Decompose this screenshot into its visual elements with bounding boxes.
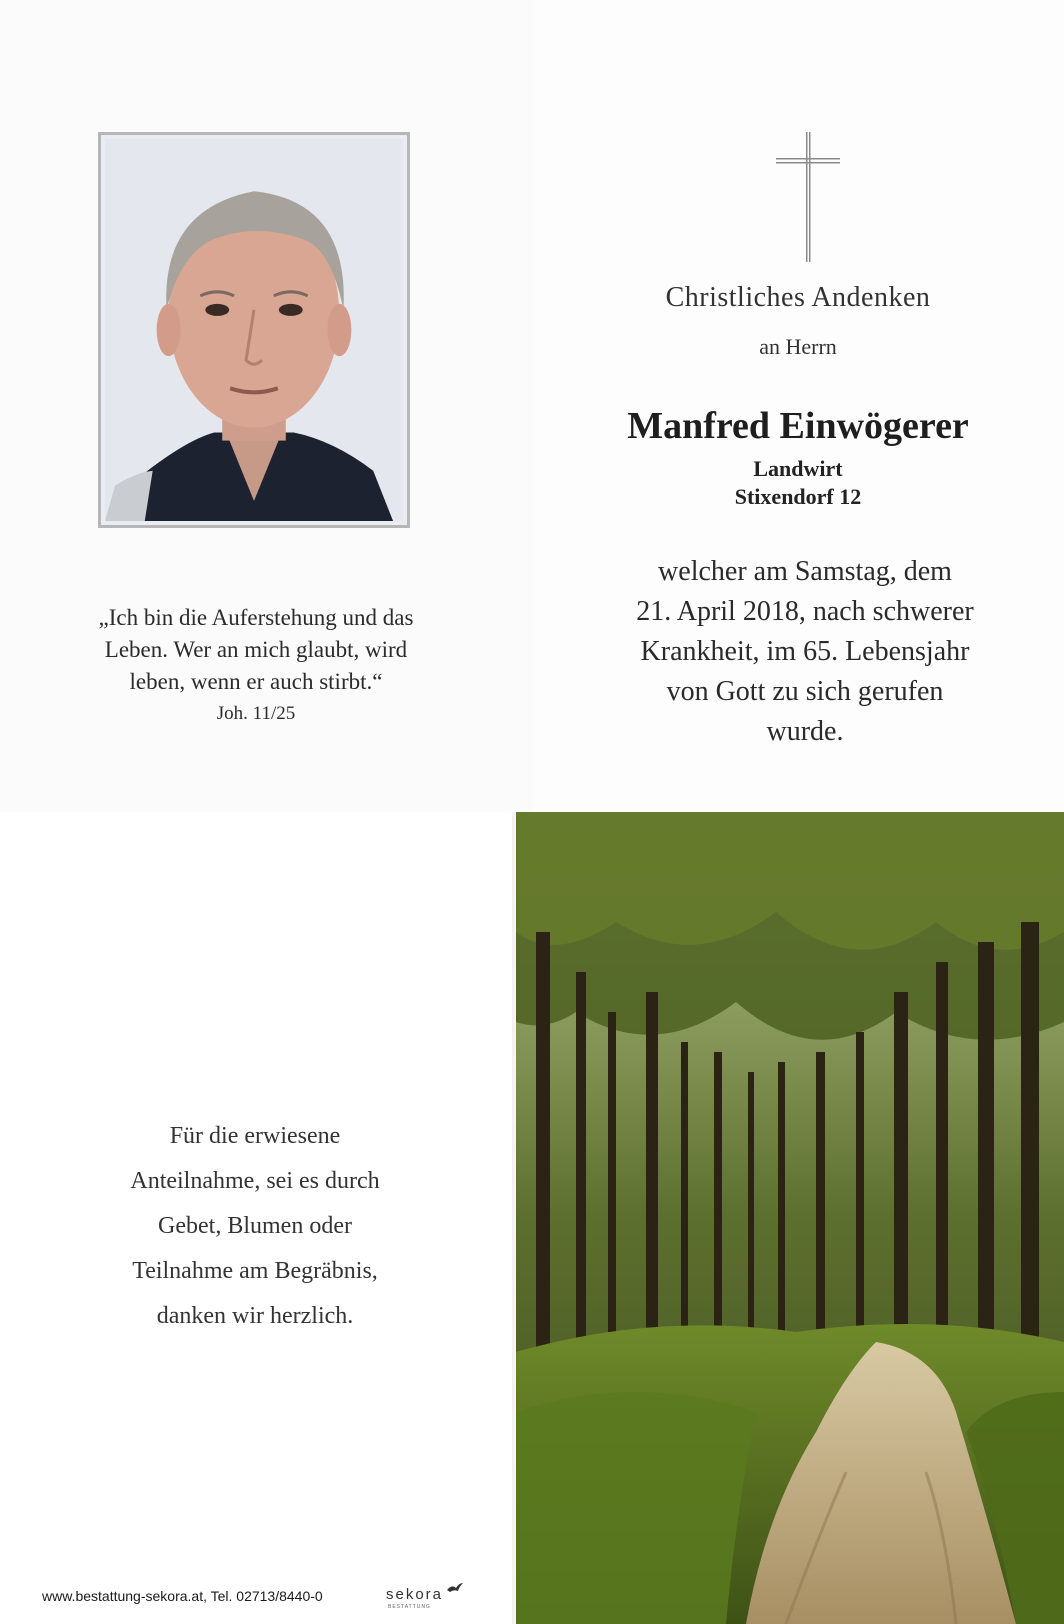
honorific: an Herrn <box>759 334 837 359</box>
deceased-name: Manfred Einwögerer <box>627 405 969 447</box>
brand-name: sekora <box>386 1586 444 1603</box>
occupation: Landwirt <box>753 456 843 481</box>
thanks-line: Gebet, Blumen oder <box>158 1213 352 1239</box>
address: Stixendorf 12 <box>734 484 862 509</box>
salutation: Christliches Andenken <box>665 282 931 313</box>
quote-line: „Ich bin die Auferstehung und das <box>98 605 414 630</box>
thanks-text <box>60 1114 450 1339</box>
obituary-line: von Gott zu sich gerufen <box>666 676 944 707</box>
obituary-line: Krankheit, im 65. Lebensjahr <box>640 636 970 667</box>
portrait-photo <box>98 132 410 528</box>
quote-line: leben, wenn er auch stirbt.“ <box>129 669 383 694</box>
thanks-line: Anteilnahme, sei es durch <box>130 1168 380 1194</box>
obituary-line: welcher am Samstag, dem <box>658 556 952 587</box>
thanks-line: Für die erwiesene <box>169 1123 341 1149</box>
thanks-line: Teilnahme am Begräbnis, <box>132 1258 378 1284</box>
thanks-line: danken wir herzlich. <box>156 1303 354 1329</box>
footer-contact: www.bestattung-sekora.at, Tel. 02713/8440-0 <box>42 1588 323 1604</box>
brand-subtitle: BESTATTUNG <box>388 1604 431 1610</box>
quote-reference: Joh. 11/25 <box>216 703 296 724</box>
forest-illustration <box>516 812 1064 1624</box>
forest-path-photo <box>516 812 1064 1624</box>
bible-quote <box>40 602 472 728</box>
fold-shadow <box>512 812 520 1624</box>
bird-icon <box>446 1582 464 1594</box>
cross-icon <box>776 132 840 262</box>
obituary-text <box>580 552 1030 752</box>
obituary-line: wurde. <box>766 716 844 747</box>
obituary-line: 21. April 2018, nach schwerer <box>636 596 974 627</box>
quote-line: Leben. Wer an mich glaubt, wird <box>104 637 408 662</box>
portrait-illustration <box>105 139 403 521</box>
